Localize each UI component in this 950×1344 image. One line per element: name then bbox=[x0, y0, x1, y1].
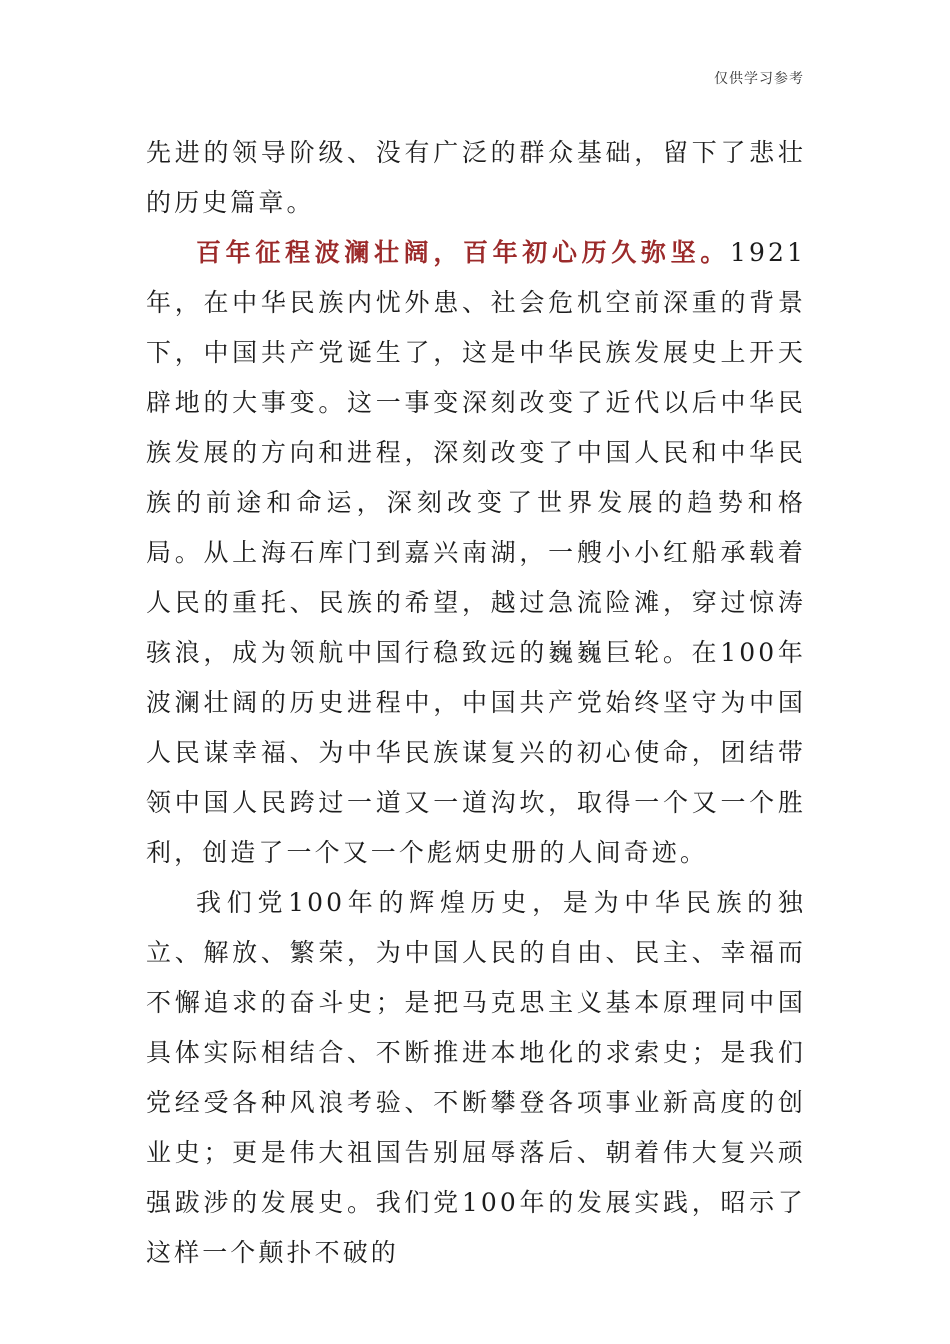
paragraph-2-lead: 百年征程波澜壮阔，百年初心历久弥坚。 bbox=[196, 238, 730, 267]
document-body bbox=[146, 128, 806, 1278]
paragraph-2-text: 1921年，在中华民族内忧外患、社会危机空前深重的背景下，中国共产党诞生了，这是中华民族发展史上开天辟地的大事变。这一事变深刻改变了近代以后中华民族发展的方向和进程，深刻改变了中国人民和中华民族的前途和命运，深刻改变了世界发展的趋势和格局。从上海石库门到嘉兴南湖，一艘小小红船承载着人民的重托、民族的希望，越过急流险滩，穿过惊涛骇浪，成为领航中国行稳致远的巍巍巨轮。在100年波澜壮阔的历史进程中，中国共产党始终坚守为中国人民谋幸福、为中华民族谋复兴的初心使命，团结带领中国人民跨过一道又一道沟坎，取得一个又一个胜利，创造了一个又一个彪炳史册的人间奇迹。 bbox=[146, 238, 806, 867]
header-note: 仅供学习参考 bbox=[714, 71, 804, 87]
paragraph-2 bbox=[146, 228, 806, 878]
paragraph-1: 先进的领导阶级、没有广泛的群众基础，留下了悲壮的历史篇章。 bbox=[146, 138, 806, 217]
paragraph-3: 我们党100年的辉煌历史，是为中华民族的独立、解放、繁荣，为中国人民的自由、民主、幸福而不懈追求的奋斗史；是把马克思主义基本原理同中国具体实际相结合、不断推进本地化的求索史；是我们党经受各种风浪考验、不断攀登各项事业新高度的创业史；更是伟大祖国告别屈辱落后、朝着伟大复兴顽强跋涉的发展史。我们党100年的发展实践，昭示了这样一个颠扑不破的 bbox=[146, 888, 806, 1267]
